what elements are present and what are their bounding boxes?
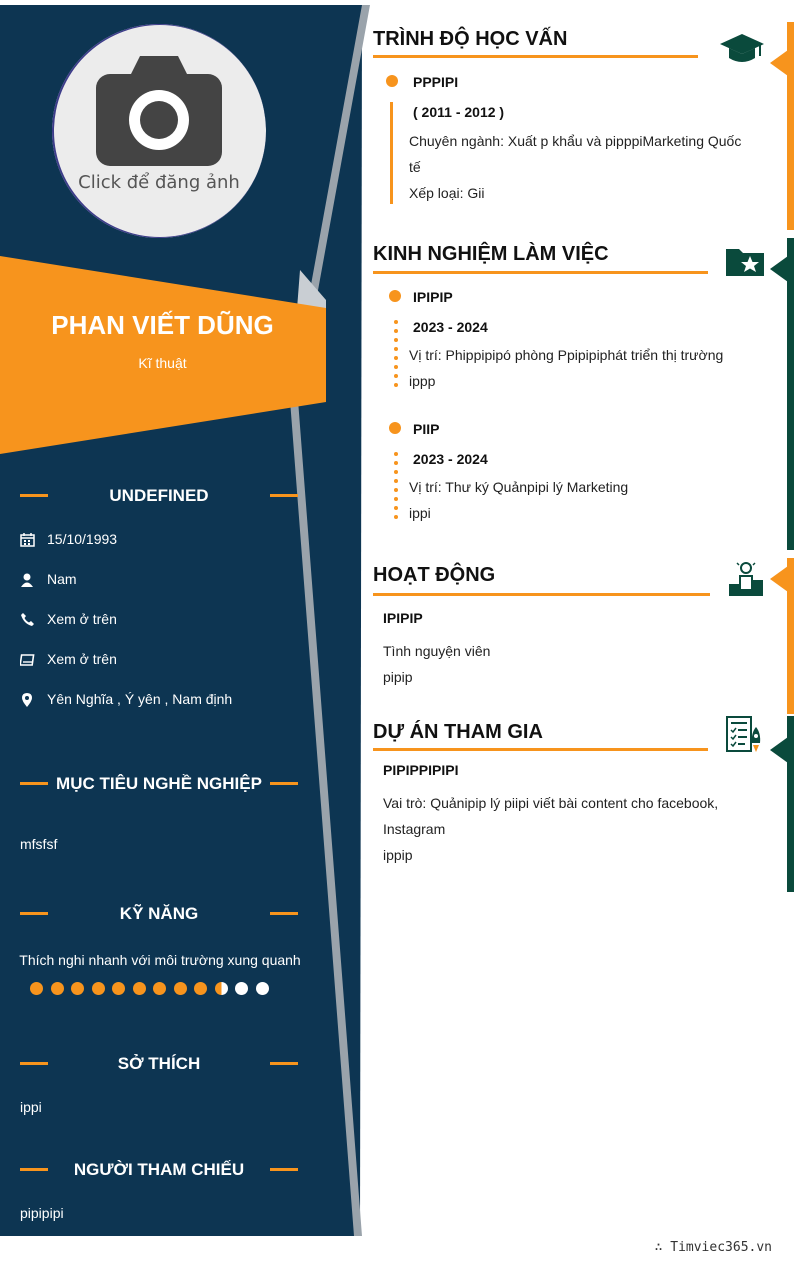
strip-notch [770,737,788,763]
experience-description: ippp [409,373,436,389]
footer-brand[interactable] [655,1240,772,1255]
timeline-bar [390,102,393,204]
skill-rating-dot [256,982,269,995]
objective-section-title: MỤC TIÊU NGHỀ NGHIỆP [56,774,262,793]
graduation-cap-icon [720,32,764,64]
skill-rating-dot [235,982,248,995]
hobbies-section-title: SỞ THÍCH [117,1054,201,1073]
experience-position: Vị trí: Thư ký Quảnpipi lý Marketing [409,479,629,495]
skill-rating-dot [153,982,166,995]
education-period: ( 2011 - 2012 ) [413,104,505,120]
side-strip-green [787,716,794,892]
project-role-cont: Instagram [383,821,446,837]
experience-period: 2023 - 2024 [413,451,488,467]
timeline-dots [394,320,398,392]
experience-description: ippi [409,505,431,521]
strip-notch [770,566,788,592]
education-section-title: TRÌNH ĐỘ HỌC VẤN [373,28,568,50]
skill-rating-dot [92,982,105,995]
project-name: PIPIPPIPIPI [383,762,459,778]
brand-name: Timviec365.vn [670,1240,772,1255]
section-underline [373,55,698,58]
skill-rating-dot [30,982,43,995]
skill-rating-dot [51,982,64,995]
email-text: Xem ở trên [47,651,117,667]
activities-section-title: HOẠT ĐỘNG [373,564,496,586]
job-title: Kĩ thuật [138,355,187,371]
side-strip-orange [787,558,794,714]
award-podium-icon [727,560,765,598]
experience-position: Vị trí: Phippipipó phòng Ppipipiphát triển thị trường [409,347,724,363]
side-strip-green [787,238,794,550]
project-description: ippip [383,847,413,863]
project-checklist-icon [725,715,765,755]
strip-notch [770,256,788,282]
birthday-text: 15/10/1993 [47,531,118,547]
timeline-bullet [386,75,398,87]
folder-star-icon [725,245,765,277]
projects-section-title: DỰ ÁN THAM GIA [373,721,543,743]
skill-rating-dot [174,982,187,995]
references-section-title: NGƯỜI THAM CHIẾU [73,1160,245,1179]
section-underline [373,748,708,751]
camera-icon [96,56,222,166]
education-major-cont: tế [409,159,421,175]
phone-text: Xem ở trên [47,611,117,627]
skill-rating-dot [215,982,228,995]
location-icon [20,692,36,708]
activity-role: Tình nguyện viên [383,643,491,659]
user-icon [20,572,36,588]
info-section-title: UNDEFINED [109,486,209,505]
skill-rating-dot [194,982,207,995]
experience-period: 2023 - 2024 [413,319,488,335]
references-text: pipipipi [20,1205,64,1221]
profile-photo-placeholder[interactable] [52,24,266,238]
education-major: Chuyên ngành: Xuất p khẩu và pipppiMarketing Quốc [409,133,742,149]
section-underline [373,271,708,274]
skill-rating-dot [112,982,125,995]
objective-text: mfsfsf [20,836,58,852]
brand-dots-icon: ∴ [654,1240,663,1255]
timeline-bullet [389,422,401,434]
activity-organization: IPIPIP [383,610,423,626]
photo-upload-label: Click để đăng ảnh [78,172,240,193]
experience-section-title: KINH NGHIỆM LÀM VIỆC [373,243,609,265]
calendar-icon [20,532,36,548]
project-role: Vai trò: Quảnipip lý piipi viết bài content cho facebook, [383,795,719,811]
strip-notch [770,50,788,76]
experience-company: PIIP [413,421,440,437]
experience-company: IPIPIP [413,289,453,305]
timeline-bullet [389,290,401,302]
phone-icon [20,612,36,628]
education-grade: Xếp loại: Gii [409,185,485,201]
full-name: PHAN VIẾT DŨNG [51,310,274,340]
section-underline [373,593,710,596]
side-strip-orange [787,22,794,230]
hobbies-text: ippi [20,1099,42,1115]
gender-text: Nam [47,571,77,587]
education-school: PPPIPI [413,74,459,90]
skill-name: Thích nghi nhanh với môi trường xung quanh [19,952,301,968]
timeline-dots [394,452,398,524]
activity-description: pipip [383,669,413,685]
email-icon [20,652,36,668]
skills-section-title: KỸ NĂNG [119,904,199,923]
skill-rating-dot [71,982,84,995]
skill-rating-dot [133,982,146,995]
address-text: Yên Nghĩa , Ý yên , Nam định [47,691,233,707]
